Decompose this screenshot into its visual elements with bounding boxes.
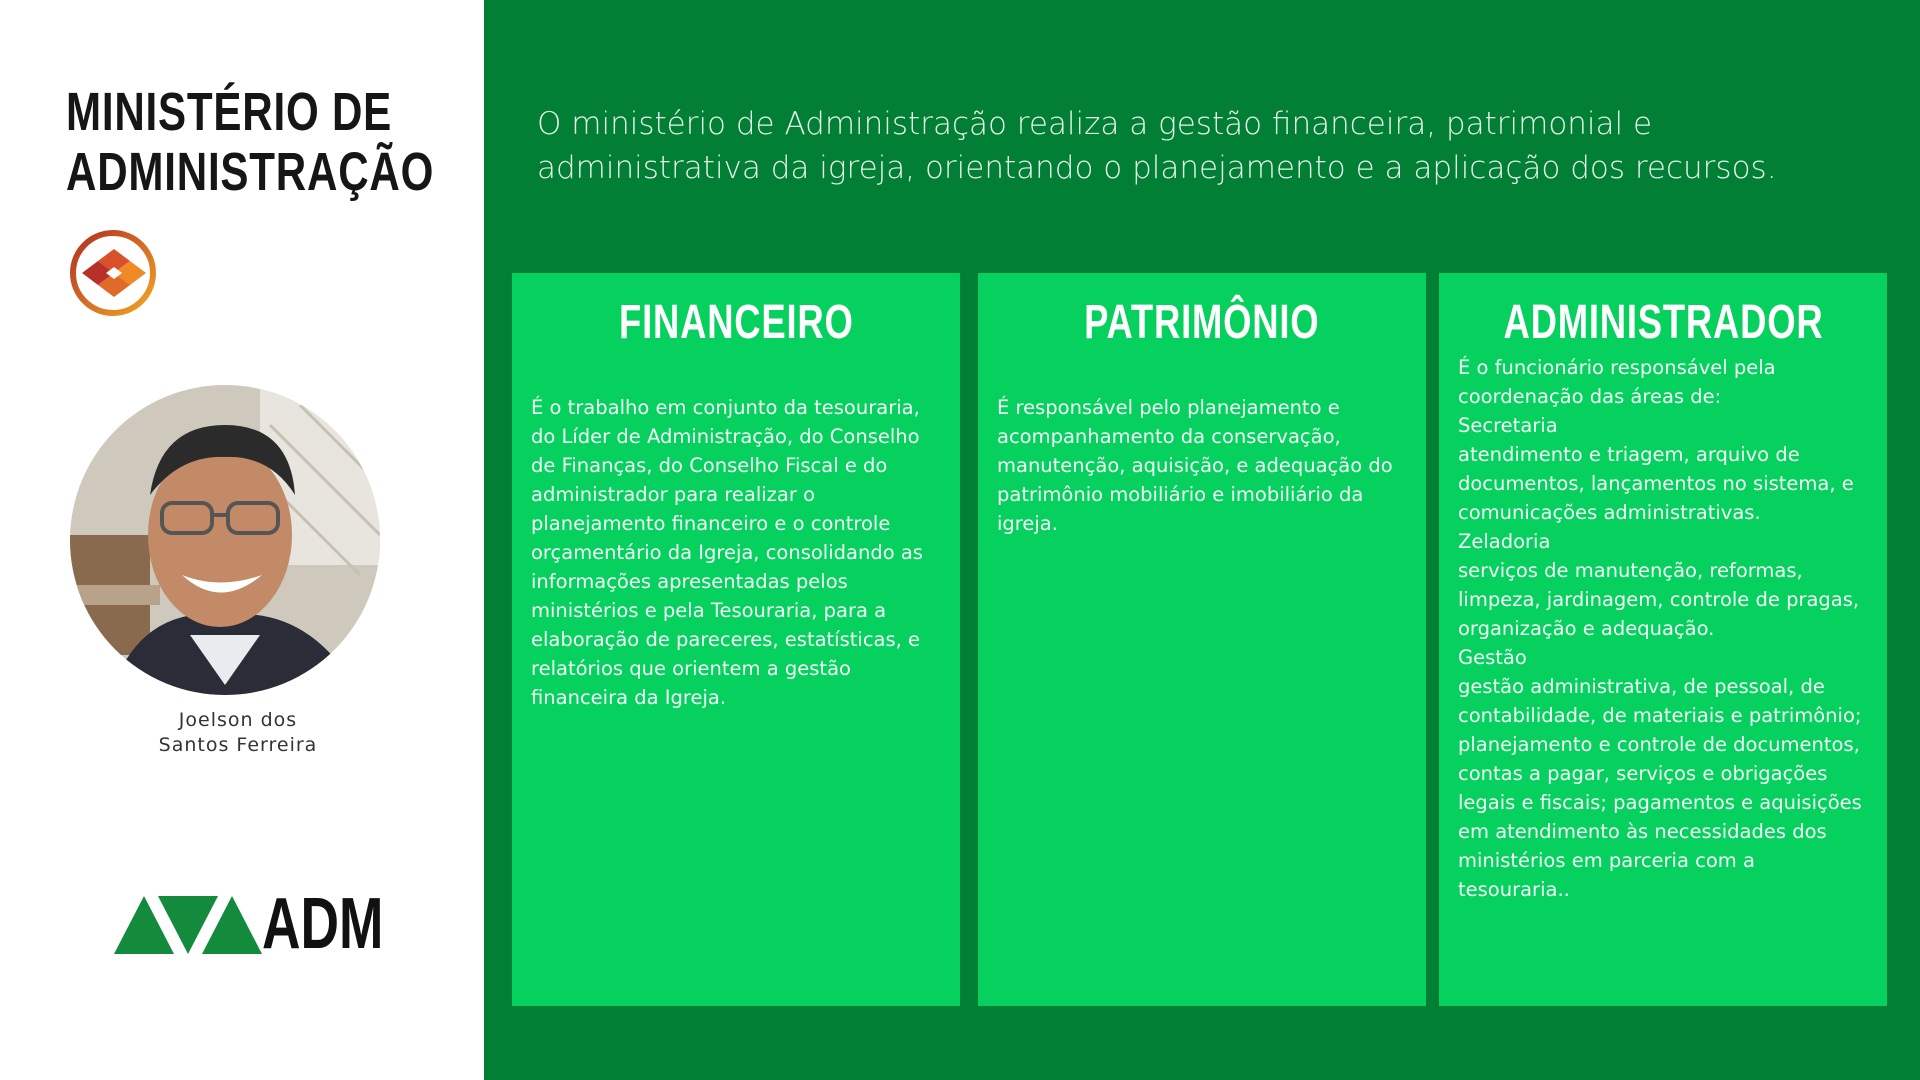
sidebar — [0, 0, 484, 1080]
card-paragraph: É responsável pelo planejamento e acompanhamento da conservação, manutenção, aquisição, e adequação do patrimônio mobiliário e imobiliário da igreja. — [997, 396, 1393, 535]
page-title-line-1: MINISTÉRIO DE — [66, 82, 393, 142]
ministry-emblem-icon — [68, 228, 158, 318]
card-body — [531, 393, 945, 712]
card-patrimonio — [978, 273, 1426, 1006]
adm-logo-text: ADM — [262, 884, 384, 964]
page-title — [66, 82, 434, 202]
card-paragraph: É o funcionário responsável pela coordenação das áreas de: — [1458, 356, 1776, 408]
page-title-line-2: ADMINISTRAÇÃO — [66, 142, 435, 202]
card-paragraph: serviços de manutenção, reformas, limpeza, jardinagem, controle de pragas, organização e adequação. — [1458, 559, 1860, 640]
section-heading-secretaria: Secretaria — [1458, 414, 1558, 437]
card-title-text: ADMINISTRADOR — [1503, 296, 1823, 349]
section-heading-gestao: Gestão — [1458, 646, 1527, 669]
card-title — [978, 295, 1426, 351]
card-paragraph: É o trabalho em conjunto da tesouraria, do Líder de Administração, do Conselho de Finanças, do Conselho Fiscal e do administrador para realizar o planejamento financeiro e o controle orçamentário da Igreja, consolidando as informações apresentadas pelos ministérios e pela Tesouraria, para a elaboração de pareceres, estatísticas, e relatórios que orientem a gestão financeira da Igreja. — [531, 396, 923, 709]
profile-photo — [70, 385, 380, 695]
intro-text: O ministério de Administração realiza a gestão financeira, patrimonial e administrativa da igreja, orientando o planejamento e a aplicação dos recursos. — [537, 106, 1777, 186]
card-financeiro — [512, 273, 960, 1006]
card-title-text: PATRIMÔNIO — [1084, 296, 1320, 349]
card-paragraph: gestão administrativa, de pessoal, de contabilidade, de materiais e patrimônio; planejamento e controle de documentos, contas a pagar, serviços e obrigações legais e fiscais; pagamentos e aquisições em atendimento às necessidades dos ministérios em parceria com a tesouraria.. — [1458, 675, 1862, 901]
card-body — [1458, 353, 1872, 904]
card-title-text: FINANCEIRO — [618, 296, 854, 349]
card-paragraph: atendimento e triagem, arquivo de documentos, lançamentos no sistema, e comunicações administrativas. — [1458, 443, 1854, 524]
main-content — [484, 0, 1920, 1080]
card-body — [997, 393, 1411, 538]
card-title — [512, 295, 960, 351]
person-name-line-2: Santos Ferreira — [158, 734, 318, 756]
card-title — [1439, 295, 1887, 351]
person-name-line-1: Joelson dos — [178, 709, 298, 731]
section-heading-zeladoria: Zeladoria — [1458, 530, 1551, 553]
card-administrador — [1439, 273, 1887, 1006]
person-name — [110, 708, 366, 758]
